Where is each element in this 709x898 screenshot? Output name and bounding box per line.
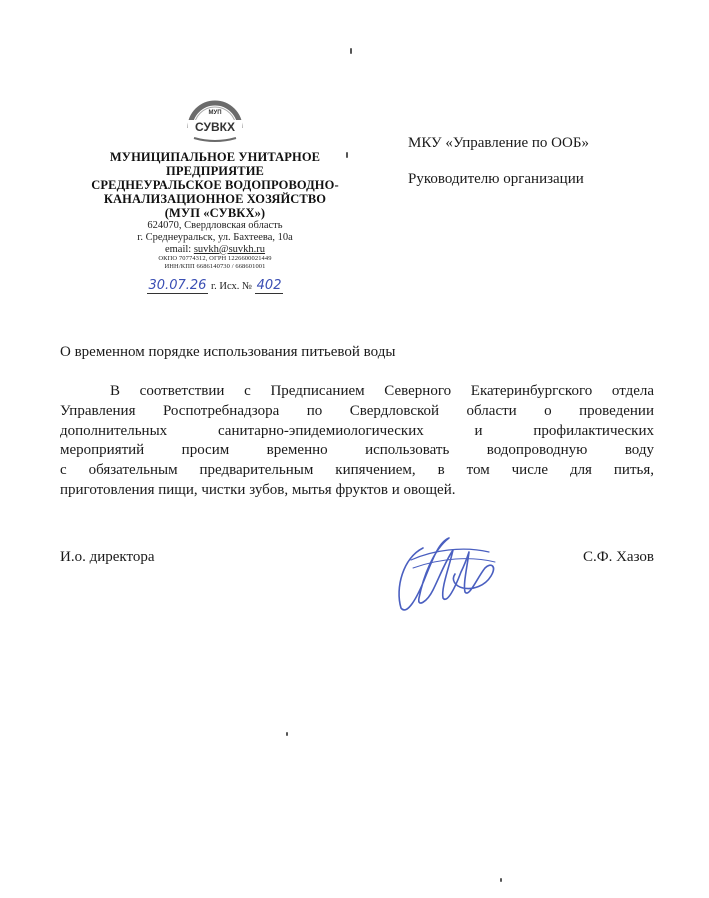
- signatory-name: С.Ф. Хазов: [582, 549, 654, 565]
- org-name-line: (МУП «СУВКХ»): [164, 206, 266, 220]
- recipient-line-2: Руководителю организации: [408, 170, 584, 187]
- scan-speck: [500, 878, 502, 882]
- outgoing-number: 402: [256, 277, 282, 293]
- body-line: дополнительных санитарно-эпидемиологических и профилактических: [60, 422, 654, 439]
- company-logo-icon: [180, 98, 250, 144]
- scan-speck: [350, 48, 352, 54]
- body-line: с обязательным предварительным кипячением, в том числе для питья,: [60, 462, 654, 479]
- body-line: мероприятий просим временно использовать водопроводную воду: [60, 442, 654, 459]
- logo-top-text: МУП: [208, 110, 222, 116]
- scan-speck: [286, 732, 288, 736]
- signatory-title: И.о. директора: [60, 549, 155, 565]
- letter-body: [60, 382, 654, 501]
- codes-line: ОКПО 70774312, ОГРН 1226600021449: [158, 255, 272, 263]
- address-line: 624070, Свердловская область: [147, 220, 283, 231]
- handwritten-signature: [393, 528, 503, 618]
- org-name-line: СРЕДНЕУРАЛЬСКОЕ ВОДОПРОВОДНО-: [91, 178, 339, 192]
- email-link[interactable]: suvkh@suvkh.ru: [193, 243, 266, 255]
- outgoing-number-line: [70, 279, 360, 295]
- body-line: В соответствии с Предписанием Северного Екатеринбургского отдела: [110, 383, 654, 399]
- recipient-block: [408, 134, 678, 205]
- body-line: приготовления пищи, чистки зубов, мытья фруктов и овощей.: [60, 481, 456, 498]
- outgoing-label: г. Исх. №: [211, 280, 253, 292]
- codes-line: ИНН/КПП 6686140730 / 668601001: [164, 263, 266, 271]
- org-name-line: ПРЕДПРИЯТИЕ: [166, 164, 264, 178]
- letter-subject: О временном порядке использования питьевой воды: [60, 344, 396, 360]
- outgoing-date: 30.07.26: [148, 277, 207, 293]
- email-label: email:: [164, 243, 194, 255]
- address-line: г. Среднеуральск, ул. Бахтеева, 10а: [137, 231, 293, 243]
- email-line: [70, 244, 360, 256]
- organization-header: [70, 98, 360, 294]
- recipient-line-1: МКУ «Управление по ООБ»: [408, 135, 589, 151]
- logo-text: СУВКХ: [195, 120, 235, 134]
- org-name-line: КАНАЛИЗАЦИОННОЕ ХОЗЯЙСТВО: [103, 192, 327, 206]
- body-line: Управления Роспотребнадзора по Свердловской области о проведении: [60, 402, 654, 419]
- org-name-line: МУНИЦИПАЛЬНОЕ УНИТАРНОЕ: [109, 150, 321, 164]
